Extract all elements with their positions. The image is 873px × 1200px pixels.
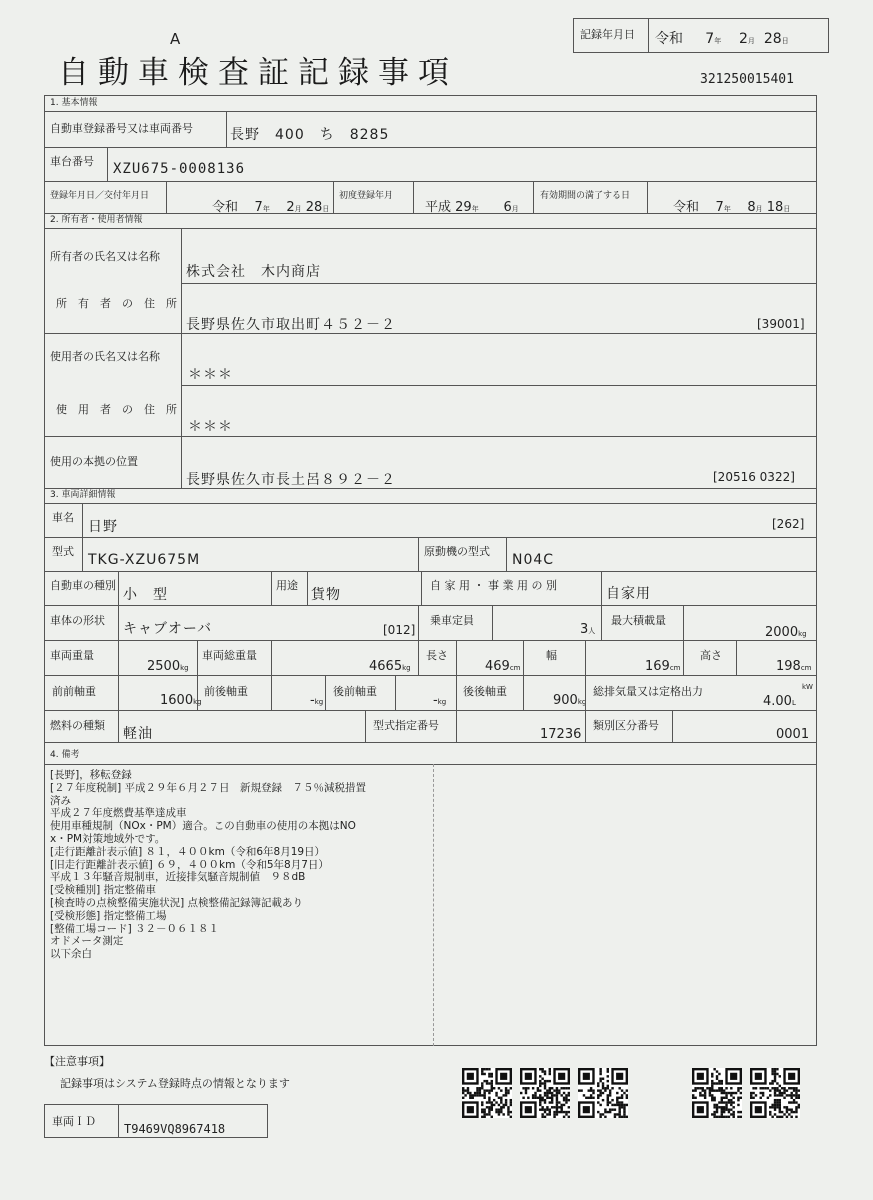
displacement-unit-kw: kW	[802, 683, 813, 691]
fuel-label: 燃料の種類	[50, 719, 105, 732]
remark-line: [長野]，移転登録	[50, 769, 132, 781]
document-title: 自動車検査証記録事項	[58, 55, 458, 91]
vehicle-weight-value: 2500kg	[147, 659, 189, 674]
height-label: 高さ	[700, 649, 722, 662]
user-address-value: ＊＊＊	[188, 419, 233, 435]
front-rear-axle-label: 前後軸重	[204, 685, 248, 698]
reg-no-label: 自動車登録番号又は車両番号	[50, 122, 193, 135]
rear-front-axle-label: 後前軸重	[333, 685, 377, 698]
section-2-header: 2. 所有者・使用者情報	[50, 215, 143, 225]
kind-value: 小 型	[123, 587, 168, 603]
fuel-value: 軽油	[123, 726, 153, 742]
remark-line: 使用車種規制（NOx・PM）適合。この自動車の使用の本拠はNO	[50, 820, 356, 833]
owner-name-label: 所有者の氏名又は名称	[50, 250, 160, 263]
user-name-value: ＊＊＊	[188, 367, 233, 383]
front-rear-axle-value: -kg	[310, 693, 324, 708]
capacity-value: 3人	[580, 622, 596, 637]
engine-value: N04C	[512, 552, 555, 568]
width-value: 169cm	[645, 659, 681, 674]
record-date-value: 令和 7年 2月 28日	[655, 31, 789, 47]
use-value: 貨物	[311, 587, 341, 603]
notes-header: 【注意事項】	[44, 1055, 110, 1068]
gross-weight-value: 4665kg	[369, 659, 411, 674]
displacement-value: 4.00L	[763, 694, 796, 709]
remark-line: 平成１３年騒音規制車，近接排気騒音規制値 ９８dB	[50, 871, 306, 884]
remark-line: 以下余白	[50, 948, 92, 961]
capacity-label: 乗車定員	[430, 614, 474, 627]
max-load-value: 2000kg	[765, 625, 807, 640]
record-date-label: 記録年月日	[580, 28, 635, 41]
displacement-label: 総排気量又は定格出力	[593, 685, 703, 698]
chassis-label: 車台番号	[50, 155, 94, 168]
type-approval-label: 型式指定番号	[373, 719, 439, 732]
make-code: [262]	[772, 517, 805, 531]
gross-weight-label: 車両総重量	[202, 649, 257, 662]
body-shape-label: 車体の形状	[50, 614, 105, 627]
expiry-value: 令和 7年 8月 18日	[673, 200, 791, 215]
section-1-header: 1. 基本情報	[50, 98, 98, 108]
remarks-block	[50, 769, 366, 961]
remark-line: [受検種別] 指定整備車	[50, 884, 157, 897]
remark-line: [２７年度税制] 平成２９年６月２７日 新規登録 ７５％減税措置	[50, 781, 367, 794]
expiry-label: 有効期間の満了する日	[540, 191, 631, 201]
remark-line: 平成２７年度燃費基準達成車	[50, 807, 187, 820]
base-location-value: 長野県佐久市長土呂８９２－２	[186, 472, 396, 488]
qr-code-2	[520, 1068, 570, 1118]
model-value: TKG-XZU675M	[88, 552, 201, 568]
remark-line: [検査時の点検整備実施状況] 点検整備記録簿記載あり	[50, 896, 304, 909]
private-business-value: 自家用	[606, 586, 651, 602]
section-3-header: 3. 車両詳細情報	[50, 490, 116, 500]
max-load-label: 最大積載量	[611, 614, 666, 627]
engine-label: 原動機の型式	[424, 545, 490, 558]
remark-line: オドメータ測定	[50, 935, 124, 948]
owner-address-code: [39001]	[757, 317, 805, 331]
private-business-label: 自 家 用 ・ 事 業 用 の 別	[430, 579, 557, 592]
qr-code-5	[750, 1068, 800, 1118]
make-value: 日野	[88, 519, 118, 535]
base-location-code: [20516 0322]	[713, 470, 795, 484]
first-reg-value: 平成 29年 6月	[425, 200, 519, 215]
remark-line: [整備工場コード] ３２－０６１８１	[50, 922, 220, 935]
body-shape-code: [012]	[383, 623, 416, 637]
qr-code-4	[692, 1068, 742, 1118]
reg-date-value: 令和 7年 2月 28日	[212, 200, 330, 215]
vehicle-weight-label: 車両重量	[50, 649, 94, 662]
rear-front-axle-value: -kg	[433, 693, 447, 708]
owner-address-value: 長野県佐久市取出町４５２－２	[186, 317, 396, 333]
chassis-value: XZU675-0008136	[113, 161, 246, 177]
rear-rear-axle-label: 後後軸重	[463, 685, 507, 698]
owner-address-label: 所 有 者 の 住 所	[56, 297, 177, 310]
front-front-axle-value: 1600kg	[160, 693, 202, 708]
owner-name-value: 株式会社 木内商店	[186, 264, 321, 280]
remark-line: [受検形態] 指定整備工場	[50, 909, 167, 922]
kind-label: 自動車の種別	[50, 579, 116, 592]
document-number: 321250015401	[700, 72, 794, 87]
category-label: 類別区分番号	[593, 719, 659, 732]
reg-date-label: 登録年月日／交付年月日	[50, 191, 150, 201]
model-label: 型式	[52, 545, 74, 558]
remark-line: x・PM対策地域外です。	[50, 832, 166, 845]
qr-code-1	[462, 1068, 512, 1118]
height-value: 198cm	[776, 659, 812, 674]
body-shape-value: キャブオーバ	[123, 621, 213, 637]
reg-no-value: 長野 400 ち 8285	[230, 127, 390, 143]
length-label: 長さ	[426, 649, 448, 662]
user-name-label: 使用者の氏名又は名称	[50, 350, 160, 363]
use-label: 用途	[276, 579, 298, 592]
vehicle-id-value: T9469VQ8967418	[124, 1122, 226, 1136]
remark-line: [走行距離計表示値] ８１，４００km（令和6年8月19日）	[50, 845, 326, 858]
remark-line: [旧走行距離計表示値] ６９，４００km（令和5年8月7日）	[50, 858, 329, 871]
notes-text: 記録事項はシステム登録時点の情報となります	[60, 1077, 290, 1090]
width-label: 幅	[546, 649, 557, 662]
length-value: 469cm	[485, 659, 521, 674]
rear-rear-axle-value: 900kg	[553, 693, 587, 708]
base-location-label: 使用の本拠の位置	[50, 455, 138, 468]
section-4-header: 4. 備考	[50, 750, 80, 760]
category-value: 0001	[776, 727, 810, 742]
user-address-label: 使 用 者 の 住 所	[56, 403, 177, 416]
first-reg-label: 初度登録年月	[339, 191, 394, 201]
remark-line: 済み	[50, 794, 71, 807]
qr-code-3	[578, 1068, 628, 1118]
front-front-axle-label: 前前軸重	[52, 685, 96, 698]
make-label: 車名	[52, 511, 74, 524]
form-mark: A	[170, 30, 181, 48]
vehicle-id-label: 車両ＩＤ	[52, 1115, 96, 1128]
type-approval-value: 17236	[540, 727, 582, 742]
